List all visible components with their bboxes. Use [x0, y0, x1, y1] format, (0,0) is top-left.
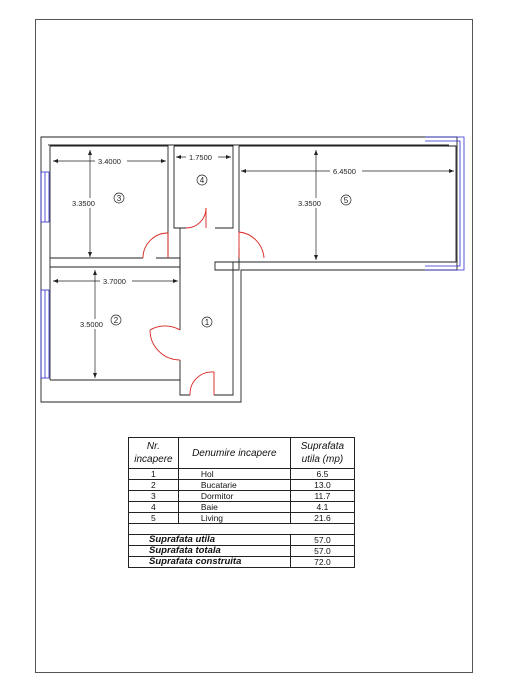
- door-swings: [143, 208, 264, 395]
- row-name: Baie: [178, 502, 290, 513]
- row-area: 6.5: [290, 469, 354, 480]
- table-row: [129, 491, 355, 502]
- header-name: Denumire incapere: [178, 438, 290, 469]
- total-value: 72.0: [290, 557, 354, 568]
- table-row: [129, 480, 355, 491]
- table-row: [129, 469, 355, 480]
- totals-row: [129, 557, 355, 568]
- dim-room5-width: 6.4500: [333, 167, 356, 176]
- row-nr: 5: [129, 513, 179, 524]
- room-marker-4: 4: [199, 176, 205, 185]
- table-row: [129, 502, 355, 513]
- row-nr: 3: [129, 491, 179, 502]
- total-label: Suprafata construita: [129, 557, 291, 568]
- header-area: Suprafata utila (mp): [290, 438, 354, 469]
- table-header-row: [129, 438, 355, 469]
- table-spacer-row: [129, 524, 355, 535]
- room-marker-2: 2: [113, 316, 119, 325]
- table-row: [129, 513, 355, 524]
- dim-room2-height: 3.5000: [80, 320, 103, 329]
- room-marker-3: 3: [116, 194, 122, 203]
- row-name: Bucatarie: [178, 480, 290, 491]
- totals-row: [129, 546, 355, 557]
- interior-walls: [50, 146, 456, 395]
- total-value: 57.0: [290, 535, 354, 546]
- row-name: Hol: [178, 469, 290, 480]
- exterior-walls: [41, 137, 457, 402]
- dimension-arrows: [53, 150, 454, 378]
- windows: [41, 137, 464, 378]
- header-nr: Nr. incapere: [129, 438, 179, 469]
- dim-room4-width: 1.7500: [189, 153, 212, 162]
- row-area: 13.0: [290, 480, 354, 491]
- row-area: 4.1: [290, 502, 354, 513]
- row-nr: 2: [129, 480, 179, 491]
- row-nr: 4: [129, 502, 179, 513]
- room-area-table: [128, 437, 355, 568]
- dimension-lines: [53, 150, 454, 378]
- room-marker-5: 5: [343, 196, 349, 205]
- row-nr: 1: [129, 469, 179, 480]
- row-area: 11.7: [290, 491, 354, 502]
- row-area: 21.6: [290, 513, 354, 524]
- row-name: Living: [178, 513, 290, 524]
- total-label: Suprafata utila: [129, 535, 291, 546]
- row-name: Dormitor: [178, 491, 290, 502]
- total-label: Suprafata totala: [129, 546, 291, 557]
- dim-room3-height: 3.3500: [72, 199, 95, 208]
- dim-room5-height: 3.3500: [298, 199, 321, 208]
- room-marker-1: 1: [204, 318, 210, 327]
- dim-room2-width: 3.7000: [103, 277, 126, 286]
- totals-row: [129, 535, 355, 546]
- total-value: 57.0: [290, 546, 354, 557]
- dim-room3-width: 3.4000: [98, 157, 121, 166]
- room-marker-circles: [111, 175, 351, 327]
- dimension-label-backgrounds: [70, 152, 362, 329]
